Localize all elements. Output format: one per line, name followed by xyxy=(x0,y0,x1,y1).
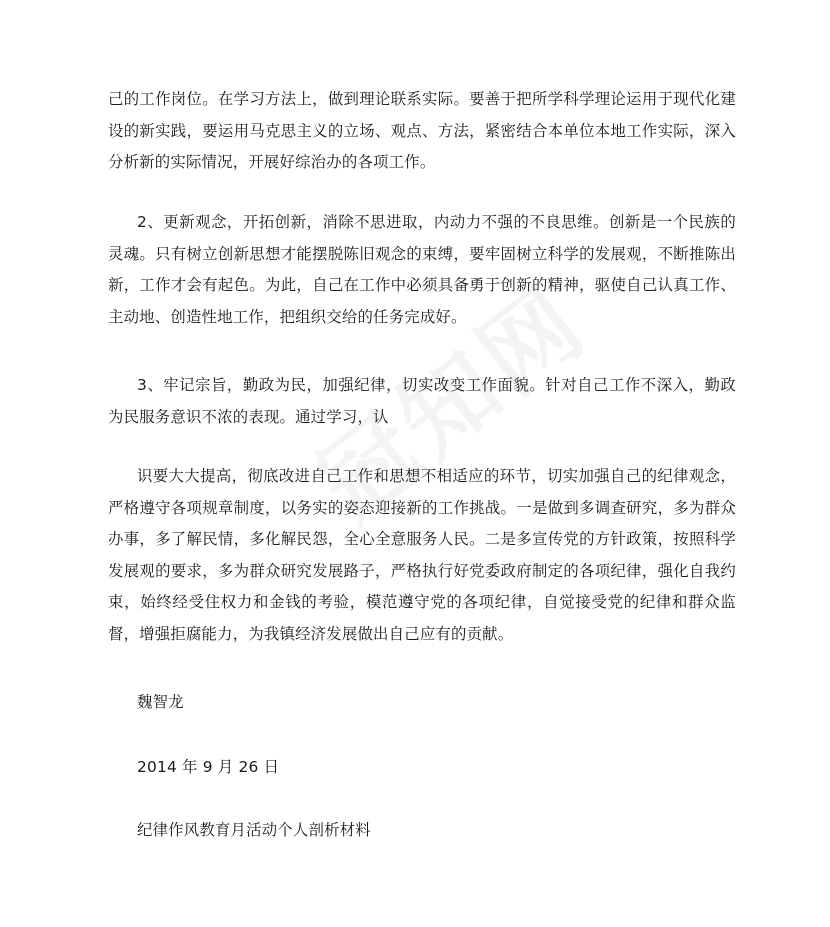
signature: 魏智龙 xyxy=(137,693,184,711)
paragraph-study-method: 己的工作岗位。在学习方法上，做到理论联系实际。要善于把所学科学理论运用于现代化建设的新实践，要运用马克思主义的立场、观点、方法，紧密结合本单位本地工作实际，深入分析新的实际情况，开展好综治办的各项工作。 xyxy=(108,90,736,171)
next-document-title: 纪律作风教育月活动个人剖析材料 xyxy=(137,821,371,839)
paragraph-discipline-continued: 识要大大提高，彻底改进自己工作和思想不相适应的环节，切实加强自己的纪律观念，严格遵守各项规章制度，以务实的姿态迎接新的工作挑战。一是做到多调查研究，多为群众办事，多了解民情，多化解民怨，全心全意服务人民。二是多宣传党的方针政策，按照科学发展观的要求，多为群众研究发展路子，严格执行好党委政府制定的各项纪律，强化自我约束，始终经受住权力和金钱的考验，模范遵守党的各项纪律，自觉接受党的纪律和群众监督，增强拒腐能力，为我镇经济发展做出自己应有的贡献。 xyxy=(108,467,736,643)
paragraph-discipline: 3、牢记宗旨，勤政为民，加强纪律，切实改变工作面貌。针对自己工作不深入，勤政为民服务意识不浓的表现。通过学习，认 xyxy=(108,376,736,426)
paragraph-innovation: 2、更新观念，开拓创新，消除不思进取，内动力不强的不良思维。创新是一个民族的灵魂。只有树立创新思想才能摆脱陈旧观念的束缚，要牢固树立科学的发展观，不断推陈出新，工作才会有起色。为此，自己在工作中必须具备勇于创新的精神，驱使自己认真工作、主动地、创造性地工作，把组织交给的任务完成好。 xyxy=(108,213,736,326)
date: 2014 年 9 月 26 日 xyxy=(137,758,280,776)
